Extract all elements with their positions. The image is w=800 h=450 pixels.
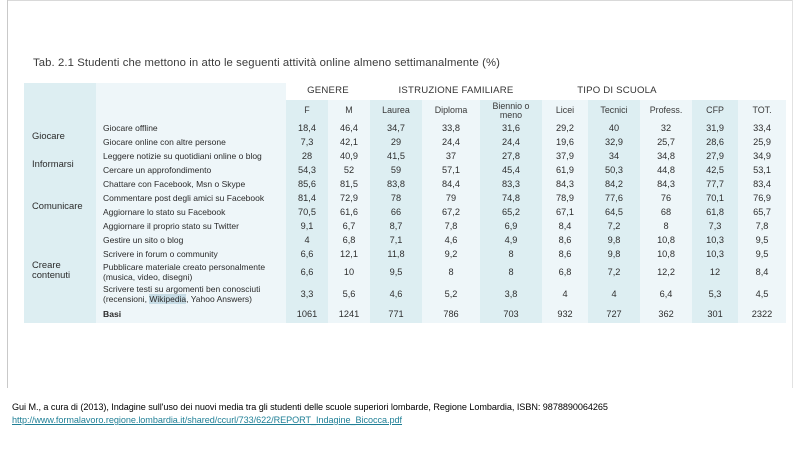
cell-value: 84,3 (542, 178, 588, 192)
column-header-tecnici: Tecnici (588, 100, 640, 122)
cell-value: 3,8 (480, 284, 542, 306)
activity-label-line2-prefix: (recensioni, (103, 294, 147, 304)
column-header-biennio-line2: meno (499, 110, 523, 120)
column-header-licei: Licei (542, 100, 588, 122)
cell-value: 4 (542, 284, 588, 306)
table-row (24, 262, 786, 284)
cell-value: 6,9 (480, 220, 542, 234)
activity-label-basi: Basi (96, 306, 286, 323)
cell-value: 8,4 (542, 220, 588, 234)
cell-value: 10,8 (640, 248, 692, 262)
table-row (24, 206, 786, 220)
cell-value: 27,8 (480, 150, 542, 164)
cell-value: 10,3 (692, 234, 738, 248)
cell-value: 9,1 (286, 220, 328, 234)
column-header-profess: Profess. (640, 100, 692, 122)
cell-value: 8,7 (370, 220, 422, 234)
cell-value: 29,2 (542, 122, 588, 136)
column-header-diploma: Diploma (422, 100, 480, 122)
cell-value: 18,4 (286, 122, 328, 136)
cell-value: 61,8 (692, 206, 738, 220)
cell-value: 59 (370, 164, 422, 178)
cell-value: 42,1 (328, 136, 370, 150)
cell-value: 27,9 (692, 150, 738, 164)
cell-value: 65,2 (480, 206, 542, 220)
table-row (24, 164, 786, 178)
cell-value: 12 (692, 262, 738, 284)
activity-label: Gestire un sito o blog (96, 234, 286, 248)
cell-value: 5,3 (692, 284, 738, 306)
cell-value: 362 (640, 306, 692, 323)
cell-value: 1061 (286, 306, 328, 323)
table-row (24, 234, 786, 248)
cell-value: 74,8 (480, 192, 542, 206)
cell-value: 7,3 (286, 136, 328, 150)
cell-value: 7,3 (692, 220, 738, 234)
cell-value: 84,3 (640, 178, 692, 192)
cell-value: 19,6 (542, 136, 588, 150)
cell-value: 77,7 (692, 178, 738, 192)
cell-value: 7,2 (588, 220, 640, 234)
activity-label: Scrivere in forum o community (96, 248, 286, 262)
activity-label-line2-suffix: , Yahoo Answers) (186, 294, 253, 304)
cell-value: 34,7 (370, 122, 422, 136)
activity-label (96, 284, 286, 306)
cell-value: 40,9 (328, 150, 370, 164)
cell-value: 37,9 (542, 150, 588, 164)
cell-value: 79 (422, 192, 480, 206)
cell-value: 65,7 (738, 206, 786, 220)
cell-value: 9,5 (738, 234, 786, 248)
cell-value: 31,6 (480, 122, 542, 136)
cell-value: 77,6 (588, 192, 640, 206)
cell-value: 10,3 (692, 248, 738, 262)
cell-value: 8 (640, 220, 692, 234)
table-column-header-row (24, 100, 786, 122)
cell-value: 10 (328, 262, 370, 284)
cell-value: 5,2 (422, 284, 480, 306)
cell-value: 4,5 (738, 284, 786, 306)
cell-value: 771 (370, 306, 422, 323)
cell-value: 9,2 (422, 248, 480, 262)
cell-value: 4 (588, 284, 640, 306)
cell-value: 78,9 (542, 192, 588, 206)
category-label-creare-line2: contenuti (32, 269, 71, 280)
column-header-biennio-line1: Biennio o (492, 100, 530, 111)
cell-value: 34,8 (640, 150, 692, 164)
cell-value: 54,3 (286, 164, 328, 178)
cell-value: 7,8 (422, 220, 480, 234)
citation-text: Gui M., a cura di (2013), Indagine sull'uso dei nuovi media tra gli studenti delle scuole superiori lombarde, Regione Lombardia, ISBN: 9878890064265 (12, 402, 608, 412)
cell-value: 67,1 (542, 206, 588, 220)
statistics-table (24, 83, 786, 323)
cell-value: 9,5 (738, 248, 786, 262)
cell-value: 3,3 (286, 284, 328, 306)
cell-value: 6,7 (328, 220, 370, 234)
slide-frame-left (7, 0, 8, 388)
cell-value: 8,6 (542, 234, 588, 248)
group-header-tipo-di-scuola: TIPO DI SCUOLA (542, 83, 692, 100)
category-label-informarsi: Informarsi (24, 150, 96, 178)
cell-value: 8,6 (542, 248, 588, 262)
column-header-f: F (286, 100, 328, 122)
activity-label (96, 262, 286, 284)
activity-label: Chattare con Facebook, Msn o Skype (96, 178, 286, 192)
cell-value: 41,5 (370, 150, 422, 164)
group-header-spacer-cfp (692, 83, 738, 100)
table-row (24, 284, 786, 306)
column-header-cfp: CFP (692, 100, 738, 122)
group-header-spacer-category (24, 83, 96, 100)
cell-value: 76,9 (738, 192, 786, 206)
cell-value: 31,9 (692, 122, 738, 136)
cell-value: 10,8 (640, 234, 692, 248)
cell-value: 64,5 (588, 206, 640, 220)
column-header-spacer-category (24, 100, 96, 122)
cell-value: 53,1 (738, 164, 786, 178)
group-header-spacer-activity (96, 83, 286, 100)
cell-value: 81,4 (286, 192, 328, 206)
cell-value: 7,2 (588, 262, 640, 284)
cell-value: 2322 (738, 306, 786, 323)
table-row (24, 248, 786, 262)
cell-value: 66 (370, 206, 422, 220)
column-header-tot: TOT. (738, 100, 786, 122)
group-header-spacer-tot (738, 83, 786, 100)
table-row (24, 220, 786, 234)
cell-value: 7,1 (370, 234, 422, 248)
cell-value: 1241 (328, 306, 370, 323)
cell-value: 6,8 (542, 262, 588, 284)
category-label-creare-line1: Creare (32, 259, 61, 271)
cell-value: 4,9 (480, 234, 542, 248)
slide-frame-top (7, 0, 793, 1)
column-header-m: M (328, 100, 370, 122)
cell-value: 68 (640, 206, 692, 220)
cell-value: 5,6 (328, 284, 370, 306)
cell-value: 44,8 (640, 164, 692, 178)
activity-label-line1: Pubblicare materiale creato personalmente (103, 262, 266, 273)
cell-value: 786 (422, 306, 480, 323)
activity-label: Giocare online con altre persone (96, 136, 286, 150)
footer (12, 402, 792, 425)
cell-value: 8 (422, 262, 480, 284)
activity-label: Aggiornare lo stato su Facebook (96, 206, 286, 220)
cell-value: 50,3 (588, 164, 640, 178)
cell-value: 70,5 (286, 206, 328, 220)
column-header-biennio-o-meno (480, 100, 542, 122)
cell-value: 9,8 (588, 234, 640, 248)
source-url-link[interactable]: http://www.formalavoro.regione.lombardia.it/shared/ccurl/733/622/REPORT_Indagine_Bicocca.pdf (12, 415, 403, 425)
category-label-spacer-basi (24, 306, 96, 323)
cell-value: 37 (422, 150, 480, 164)
table-row (24, 150, 786, 164)
activity-label: Aggiornare il proprio stato su Twitter (96, 220, 286, 234)
cell-value: 6,4 (640, 284, 692, 306)
wikipedia-link[interactable]: Wikipedia (149, 294, 187, 304)
cell-value: 84,4 (422, 178, 480, 192)
cell-value: 33,8 (422, 122, 480, 136)
table-row (24, 178, 786, 192)
category-label-giocare: Giocare (24, 122, 96, 150)
cell-value: 8 (480, 262, 542, 284)
cell-value: 46,4 (328, 122, 370, 136)
cell-value: 34 (588, 150, 640, 164)
cell-value: 45,4 (480, 164, 542, 178)
cell-value: 52 (328, 164, 370, 178)
table-row (24, 136, 786, 150)
cell-value: 40 (588, 122, 640, 136)
cell-value: 727 (588, 306, 640, 323)
cell-value: 42,5 (692, 164, 738, 178)
cell-value: 7,8 (738, 220, 786, 234)
cell-value: 24,4 (480, 136, 542, 150)
cell-value: 25,9 (738, 136, 786, 150)
category-label-comunicare: Comunicare (24, 178, 96, 234)
cell-value: 9,8 (588, 248, 640, 262)
activity-label: Giocare offline (96, 122, 286, 136)
cell-value: 703 (480, 306, 542, 323)
cell-value: 6,8 (328, 234, 370, 248)
cell-value: 57,1 (422, 164, 480, 178)
cell-value: 24,4 (422, 136, 480, 150)
cell-value: 6,6 (286, 262, 328, 284)
column-header-laurea: Laurea (370, 100, 422, 122)
group-header-genere: GENERE (286, 83, 370, 100)
cell-value: 33,4 (738, 122, 786, 136)
cell-value: 8,4 (738, 262, 786, 284)
cell-value: 61,6 (328, 206, 370, 220)
cell-value: 76 (640, 192, 692, 206)
cell-value: 12,2 (640, 262, 692, 284)
column-header-spacer-activity (96, 100, 286, 122)
cell-value: 32 (640, 122, 692, 136)
cell-value: 28 (286, 150, 328, 164)
cell-value: 83,3 (480, 178, 542, 192)
cell-value: 81,5 (328, 178, 370, 192)
table-group-header-row (24, 83, 786, 100)
cell-value: 8 (480, 248, 542, 262)
slide-frame-right (792, 0, 793, 388)
activity-label: Commentare post degli amici su Facebook (96, 192, 286, 206)
cell-value: 72,9 (328, 192, 370, 206)
cell-value: 61,9 (542, 164, 588, 178)
cell-value: 25,7 (640, 136, 692, 150)
activity-label: Cercare un approfondimento (96, 164, 286, 178)
category-label-creare-contenuti (24, 234, 96, 306)
cell-value: 83,8 (370, 178, 422, 192)
cell-value: 84,2 (588, 178, 640, 192)
cell-value: 70,1 (692, 192, 738, 206)
cell-value: 85,6 (286, 178, 328, 192)
cell-value: 83,4 (738, 178, 786, 192)
cell-value: 301 (692, 306, 738, 323)
activity-label: Leggere notizie su quotidiani online o blog (96, 150, 286, 164)
cell-value: 4,6 (370, 284, 422, 306)
cell-value: 4 (286, 234, 328, 248)
cell-value: 4,6 (422, 234, 480, 248)
table-row (24, 192, 786, 206)
table-row-basi (24, 306, 786, 323)
activity-label-line2 (103, 295, 282, 305)
cell-value: 32,9 (588, 136, 640, 150)
cell-value: 34,9 (738, 150, 786, 164)
table-caption: Tab. 2.1 Studenti che mettono in atto le seguenti attività online almeno settimanalmente (%) (33, 57, 500, 69)
statistics-table-container (24, 83, 786, 323)
activity-label-line1: Scrivere testi su argomenti ben conosciuti (103, 284, 261, 295)
activity-label-line2: (musica, video, disegni) (103, 272, 193, 282)
table-row (24, 122, 786, 136)
cell-value: 11,8 (370, 248, 422, 262)
cell-value: 12,1 (328, 248, 370, 262)
cell-value: 28,6 (692, 136, 738, 150)
group-header-istruzione-familiare: ISTRUZIONE FAMILIARE (370, 83, 542, 100)
cell-value: 932 (542, 306, 588, 323)
cell-value: 67,2 (422, 206, 480, 220)
cell-value: 78 (370, 192, 422, 206)
cell-value: 6,6 (286, 248, 328, 262)
cell-value: 9,5 (370, 262, 422, 284)
cell-value: 29 (370, 136, 422, 150)
